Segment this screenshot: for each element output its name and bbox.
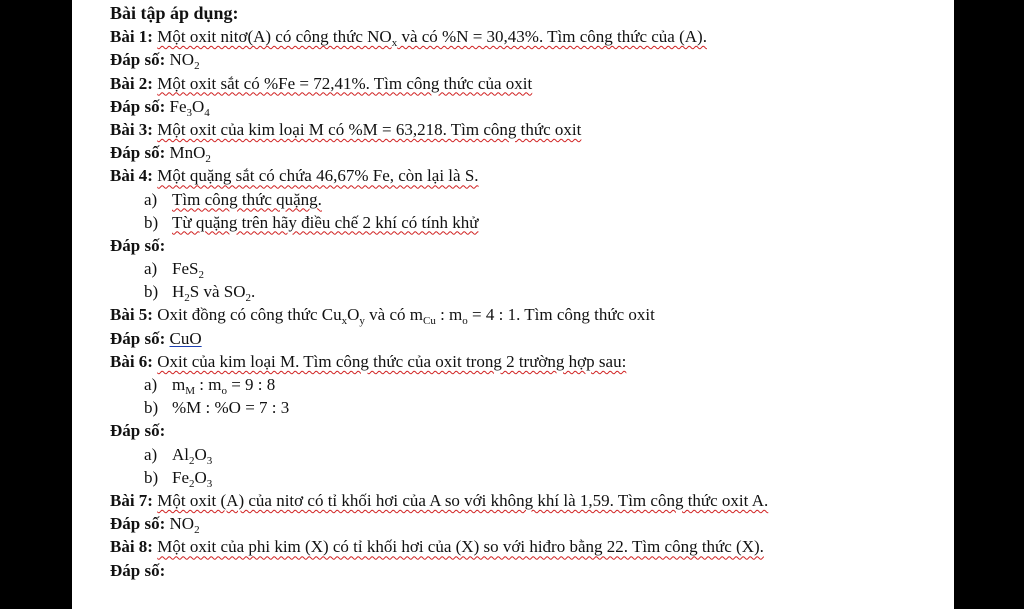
problem-1-text: Một oxit nitơ(A) có công thức $NO_x$ và có %N = 30,43%. Tìm công thức của (A). [157, 27, 707, 50]
document-body [110, 2, 934, 582]
problem-4-item-b: b) Từ quặng trên hãy điều chế 2 khí có tính khử [144, 212, 479, 232]
problem-2-answer: Đáp số: $Fe_3O_4$ [110, 96, 210, 119]
problem-4-answer-b: b) $H_2S$ và $SO_2$. [144, 282, 256, 305]
problem-7-answer: Đáp số: $NO_2$ [110, 514, 200, 537]
problem-1-answer: Đáp số: $NO_2$ [110, 50, 200, 73]
problem-3 [110, 118, 934, 141]
problem-2 [110, 72, 934, 95]
problem-6-item-b: b) %M : %O = 7 : 3 [144, 398, 290, 418]
problem-4-label: Bài 4: [110, 166, 153, 186]
problem-4 [110, 164, 934, 187]
problem-6-label: Bài 6: [110, 351, 153, 371]
problem-1-label: Bài 1: [110, 27, 153, 47]
problem-4-answer-a: a) FeS$_2$ [144, 259, 204, 282]
problem-7-text: Một oxit (A) của nitơ có tỉ khối hơi của A so với không khí là 1,59. Tìm công thức oxit A. [157, 490, 769, 510]
problem-6 [110, 350, 934, 373]
problem-5-label: Bài 5: [110, 305, 153, 325]
problem-4-text: Một quặng sắt có chứa 46,67% Fe, còn lại là S. [157, 166, 479, 186]
problem-2-text: Một oxit sắt có %Fe = 72,41%. Tìm công thức của oxit [157, 73, 533, 93]
document-page [72, 0, 954, 609]
problem-1 [110, 25, 934, 48]
problem-5-answer: Đáp số: CuO [110, 328, 202, 348]
problem-2-label: Bài 2: [110, 73, 153, 93]
problem-8-label: Bài 8: [110, 537, 153, 557]
problem-7 [110, 489, 934, 512]
problem-8 [110, 535, 934, 558]
heading: Bài tập áp dụng: [110, 3, 239, 23]
problem-8-text: Một oxit của phi kim (X) có tỉ khối hơi của (X) so với hiđro bằng 22. Tìm công thức (X). [157, 537, 764, 557]
problem-6-text: Oxit của kim loại M. Tìm công thức của oxit trong 2 trường hợp sau: [157, 351, 627, 371]
problem-5 [110, 303, 934, 326]
problem-4-answer: Đáp số: [110, 235, 166, 255]
problem-3-text: Một oxit của kim loại M có %M = 63,218. Tìm công thức oxit [157, 119, 582, 139]
problem-7-label: Bài 7: [110, 490, 153, 510]
problem-6-answer: Đáp số: [110, 421, 166, 441]
problem-4-item-a: a) Tìm công thức quặng. [144, 189, 322, 209]
problem-8-answer: Đáp số: [110, 560, 166, 580]
problem-3-answer: Đáp số: MnO$_2$ [110, 143, 211, 166]
problem-3-label: Bài 3: [110, 119, 153, 139]
problem-6-item-a: a) $m_M$ : $m_o = 9$ : 8 [144, 375, 276, 397]
problem-6-answer-b: b) $Fe_2O_3$ [144, 467, 213, 490]
problem-5-text: Oxit đồng có công thức $Cu_xO_y$ và có $m_{Cu}$ : $m_o = 4$ : 1. Tìm công thức oxit [157, 305, 655, 328]
heading-line [110, 2, 934, 25]
problem-6-answer-a: a) $Al_2O_3$ [144, 444, 213, 467]
